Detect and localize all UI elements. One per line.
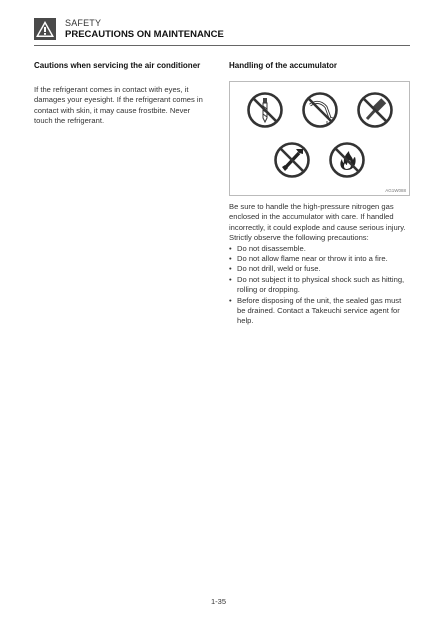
no-drilling-icon xyxy=(246,91,284,134)
list-item: • Do not disassemble. xyxy=(229,244,410,254)
list-item: • Do not allow flame near or throw it into a fire. xyxy=(229,254,410,264)
prohibition-symbols-figure xyxy=(229,81,410,196)
list-item: • Do not drill, weld or fuse. xyxy=(229,264,410,274)
left-column xyxy=(34,60,204,127)
accumulator-heading: Handling of the accumulator xyxy=(229,61,338,70)
aircon-heading: Cautions when servicing the air conditioner xyxy=(34,61,201,70)
header-section-label: SAFETY xyxy=(65,18,102,28)
list-item: • Do not subject it to physical shock such as hitting, rolling or dropping. xyxy=(229,275,410,296)
warning-triangle-icon xyxy=(34,18,56,40)
no-fire-icon xyxy=(328,141,366,184)
no-disassembly-icon xyxy=(273,141,311,184)
page-title: PRECAUTIONS ON MAINTENANCE xyxy=(65,29,224,40)
header-divider xyxy=(34,45,410,46)
list-item: • Before disposing of the unit, the sealed gas must be drained. Contact a Takeuchi service agent for help. xyxy=(229,296,410,327)
right-column xyxy=(229,60,410,327)
aircon-paragraph: If the refrigerant comes in contact with eyes, it damages your eyesight. If the refrigerant comes in contact with skin, it may cause frostbite. Never touch the refrigerant. xyxy=(34,85,203,126)
no-hammering-icon xyxy=(356,91,394,134)
figure-code: AG1W088 xyxy=(385,188,406,193)
page-number: 1-35 xyxy=(210,597,226,606)
page-header xyxy=(34,18,410,44)
precautions-list xyxy=(229,244,410,327)
accumulator-intro: Be sure to handle the high-pressure nitrogen gas enclosed in the accumulator with care. If handled incorrectly, it could explode and cause serious injury. Strictly observe the following precautions: xyxy=(229,202,406,243)
no-welding-icon xyxy=(301,91,339,134)
